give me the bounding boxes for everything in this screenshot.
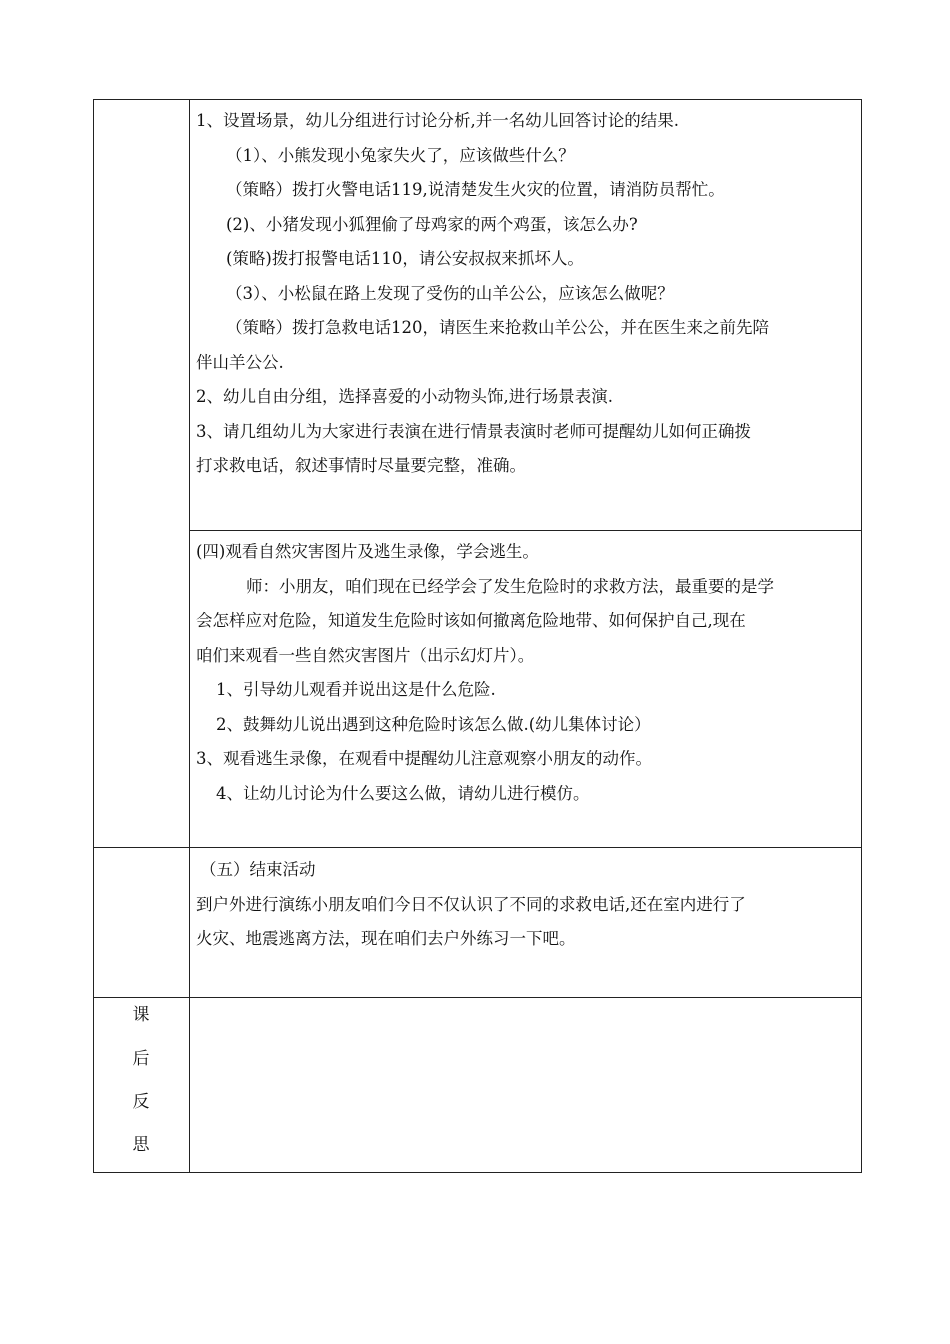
reflection-char: 反 [132, 1092, 150, 1112]
reflection-label [93, 998, 189, 1172]
table-border-bottom [93, 1172, 862, 1173]
text-line: (2)、小猪发现小狐狸偷了母鸡家的两个鸡蛋，该怎么办? [226, 214, 638, 234]
text-line: 4、让幼儿讨论为什么要这么做，请幼儿进行模仿。 [216, 783, 590, 803]
row-divider-1 [189, 530, 862, 531]
text-line: 伴山羊公公. [196, 352, 284, 372]
row-divider-2 [93, 847, 862, 848]
text-line: 火灾、地震逃离方法，现在咱们去户外练习一下吧。 [196, 929, 576, 948]
text-line: 到户外进行演练小朋友咱们今日不仅认识了不同的求救电话,还在室内进行了 [196, 894, 746, 914]
text-line: (策略)拨打报警电话110，请公安叔叔来抓坏人。 [226, 249, 584, 268]
text-line: （策略）拨打急救电话120，请医生来抢救山羊公公，并在医生来之前先陪 [226, 318, 769, 337]
section-closing-activity [190, 853, 850, 957]
reflection-char: 思 [132, 1135, 150, 1155]
text-line: 2、鼓舞幼儿说出遇到这种危险时该怎么做.(幼儿集体讨论） [216, 714, 651, 734]
text-line: 2、幼儿自由分组，选择喜爱的小动物头饰,进行场景表演. [196, 387, 613, 406]
text-line: 打求救电话，叙述事情时尽量要完整，准确。 [196, 456, 526, 475]
reflection-content-cell [190, 998, 861, 1172]
text-line: 3、观看逃生录像，在观看中提醒幼儿注意观察小朋友的动作。 [196, 749, 652, 768]
table-border-top [93, 99, 862, 100]
text-line: （1）、小熊发现小兔家失火了，应该做些什么？ [226, 145, 575, 165]
text-line: 会怎样应对危险，知道发生危险时该如何撤离危险地带、如何保护自己,现在 [196, 611, 746, 630]
reflection-char: 课 [132, 1005, 150, 1025]
text-line: 1、引导幼儿观看并说出这是什么危险. [216, 680, 496, 699]
text-line: （3）、小松鼠在路上发现了受伤的山羊公公，应该怎么做呢？ [226, 283, 674, 303]
text-line: (四)观看自然灾害图片及逃生录像，学会逃生。 [196, 542, 539, 561]
text-line: （策略）拨打火警电话119,说清楚发生火灾的位置，请消防员帮忙。 [226, 180, 725, 199]
table-border-right [861, 99, 862, 1173]
text-line: 师：小朋友，咱们现在已经学会了发生危险时的求救方法，最重要的是学 [246, 576, 774, 596]
text-line: （五）结束活动 [200, 860, 316, 879]
text-line: 1、设置场景，幼儿分组进行讨论分析,并一名幼儿回答讨论的结果. [196, 111, 679, 130]
section-disaster-escape [190, 535, 850, 811]
text-line: 3、请几组幼儿为大家进行表演在进行情景表演时老师可提醒幼儿如何正确拨 [196, 421, 751, 441]
reflection-char: 后 [132, 1049, 150, 1069]
text-line: 咱们来观看一些自然灾害图片（出示幻灯片）。 [196, 645, 535, 665]
section-scenario-discussion [190, 104, 850, 484]
